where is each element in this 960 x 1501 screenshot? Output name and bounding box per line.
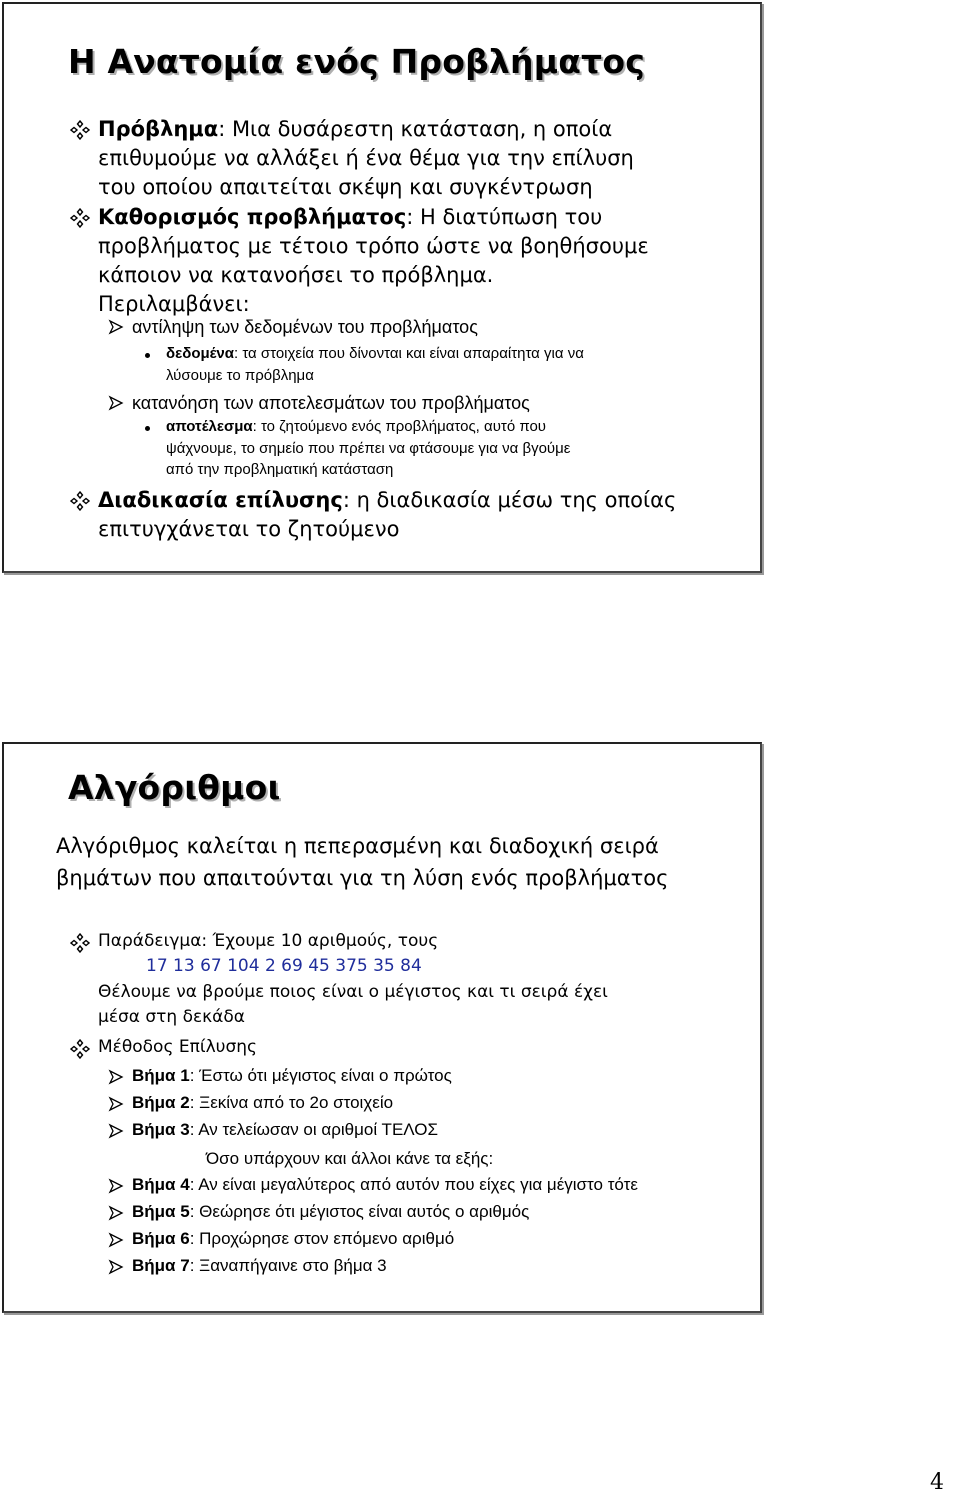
step-1: Βήμα 1: Έστω ότι μέγιστος είναι ο πρώτος [132,1066,452,1085]
diamond-bullet-icon [70,933,90,953]
arrow-bullet-icon [108,1259,124,1275]
step-3-continuation: Όσο υπάρχουν και άλλοι κάνε τα εξής: [206,1149,494,1168]
arrow-bullet-icon [108,395,124,411]
data-term: δεδομένα [166,345,234,362]
algorithm-definition-2: βημάτων που απαιτούνται για τη λύση ενός προβλήματος [56,866,669,890]
data-detail-2: λύσουμε το πρόβλημα [166,367,314,384]
procedure-line-2: επιτυγχάνεται το ζητούμενο [98,517,400,541]
problem-line-3: του οποίου απαιτείται σκέψη και συγκέντρωση [98,175,593,199]
result-term: αποτέλεσμα [166,418,253,435]
arrow-bullet-icon [108,1069,124,1085]
problem-line-1 [98,115,612,144]
problem-term: Πρόβλημα [98,117,219,141]
problem-def-1: : Μια δυσάρεστη κατάσταση, η οποία [218,117,613,141]
arrow-bullet-icon [108,1232,124,1248]
step-2: Βήμα 2: Ξεκίνα από το 2ο στοιχείο [132,1093,394,1112]
definition-line-3: κάποιον να κατανοήσει το πρόβλημα. [98,263,494,287]
definition-line-4: Περιλαμβάνει: [98,292,250,316]
method-heading: Μέθοδος Επίλυσης [98,1037,257,1057]
arrow-bullet-icon [108,1096,124,1112]
procedure-term: Διαδικασία επίλυσης [98,488,343,512]
slide-title: Η Ανατομία ενός Προβλήματος [68,42,645,81]
arrow-bullet-icon [108,319,124,335]
dot-bullet-icon [145,353,150,358]
result-detail-3: από την προβληματική κατάσταση [166,461,394,478]
problem-line-2: επιθυμούμε να αλλάξει ή ένα θέμα για την επίλυση [98,146,634,170]
page-number: 4 [930,1470,944,1495]
sub-item-results: κατανόηση των αποτελεσμάτων του προβλήματος [132,393,530,413]
slide-problem-anatomy [2,2,762,573]
slide-title: Αλγόριθμοι [68,768,281,807]
sub-item-data: αντίληψη των δεδομένων του προβλήματος [132,317,478,337]
step-4: Βήμα 4: Αν είναι μεγαλύτερος από αυτόν που είχες για μέγιστο τότε [132,1175,638,1194]
procedure-line-1: Διαδικασία επίλυσης: η διαδικασία μέσω της οποίας [98,488,677,512]
arrow-bullet-icon [108,1178,124,1194]
diamond-bullet-icon [70,491,90,511]
definition-line-2: προβλήματος με τέτοιο τρόπο ώστε να βοηθήσουμε [98,234,649,258]
step-3: Βήμα 3: Αν τελείωσαν οι αριθμοί ΤΕΛΟΣ [132,1120,439,1139]
slide-algorithms [2,742,762,1313]
diamond-bullet-icon [70,1039,90,1059]
diamond-bullet-icon [70,120,90,140]
example-line-2: Θέλουμε να βρούμε ποιος είναι ο μέγιστος και τι σειρά έχει [98,982,608,1002]
numbers-list: 17 13 67 104 2 69 45 375 35 84 [146,956,422,976]
data-detail-1: δεδομένα: τα στοιχεία που δίνονται και είναι απαραίτητα για να [166,345,584,362]
step-6: Βήμα 6: Προχώρησε στον επόμενο αριθμό [132,1229,455,1248]
arrow-bullet-icon [108,1123,124,1139]
definition-1: : Η διατύπωση του [406,205,603,229]
result-detail-2: ψάχνουμε, το σημείο που πρέπει να φτάσουμε για να βγούμε [166,440,571,457]
step-7: Βήμα 7: Ξαναπήγαινε στο βήμα 3 [132,1256,387,1275]
dot-bullet-icon [145,426,150,431]
definition-line-1 [98,203,602,232]
example-line-3: μέσα στη δεκάδα [98,1007,245,1027]
arrow-bullet-icon [108,1205,124,1221]
algorithm-definition-1: Αλγόριθμος καλείται η πεπερασμένη και διαδοχική σειρά [56,834,659,858]
example-line-1: Παράδειγμα: Έχουμε 10 αριθμούς, τους [98,931,439,951]
diamond-bullet-icon [70,208,90,228]
step-5: Βήμα 5: Θεώρησε ότι μέγιστος είναι αυτός ο αριθμός [132,1202,530,1221]
result-detail-1: αποτέλεσμα: το ζητούμενο ενός προβλήματος, αυτό που [166,418,547,435]
definition-term: Καθορισμός προβλήματος [98,205,407,229]
